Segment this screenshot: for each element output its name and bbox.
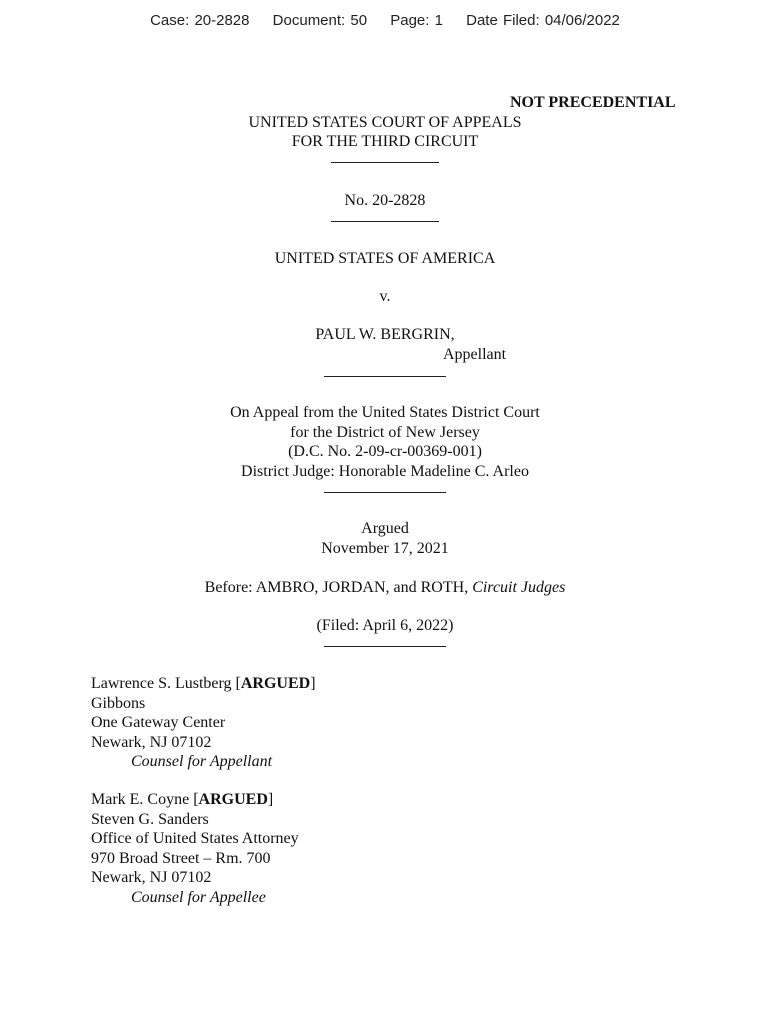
counsel-appellant-block: [91, 674, 316, 772]
appeal-line3: (D.C. No. 2-09-cr-00369-001): [288, 443, 482, 460]
counsel-line: Newark, NJ 07102: [91, 733, 212, 751]
not-precedential-label: NOT PRECEDENTIAL: [510, 94, 676, 111]
panel-line: [0, 578, 770, 598]
court-name-line1: UNITED STATES COURT OF APPEALS: [248, 114, 522, 131]
argued-marker: ARGUED: [240, 675, 311, 692]
header-date-filed: Date Filed: 04/06/2022: [466, 12, 620, 29]
counsel-line: One Gateway Center: [91, 714, 226, 731]
counsel-line: 970 Broad Street – Rm. 700: [91, 849, 271, 867]
argued-date: November 17, 2021: [321, 540, 449, 557]
caption-defendant-role: Appellant: [443, 346, 507, 363]
counsel-line: Gibbons: [91, 694, 146, 712]
counsel-name: Lawrence S. Lustberg [ARGUED]: [91, 675, 316, 692]
ecf-header: [0, 12, 770, 29]
counsel-line: Steven G. Sanders: [91, 810, 209, 828]
divider: [0, 152, 770, 166]
caption-defendant: PAUL W. BERGRIN,: [315, 326, 455, 343]
argued-marker: ARGUED: [198, 791, 268, 808]
court-name-line2: FOR THE THIRD CIRCUIT: [291, 133, 479, 150]
divider: [0, 636, 770, 650]
divider: [0, 482, 770, 496]
counsel-role: Counsel for Appellee: [131, 888, 266, 906]
argued-label: Argued: [361, 520, 409, 537]
counsel-line: Office of United States Attorney: [91, 830, 299, 847]
header-page: Page: 1: [390, 12, 443, 29]
appeal-line1: On Appeal from the United States District Court: [230, 404, 540, 421]
filed-date: (Filed: April 6, 2022): [316, 617, 454, 634]
panel-judges: Before: AMBRO, JORDAN, and ROTH,: [204, 579, 469, 596]
panel-title: Circuit Judges: [472, 579, 566, 596]
caption-plaintiff: UNITED STATES OF AMERICA: [274, 250, 496, 267]
counsel-role: Counsel for Appellant: [131, 753, 273, 770]
counsel-name: Mark E. Coyne [ARGUED]: [91, 791, 274, 808]
counsel-line: Newark, NJ 07102: [91, 869, 212, 886]
appeal-line4: District Judge: Honorable Madeline C. Arleo: [241, 463, 529, 480]
header-document: Document: 50: [272, 12, 368, 29]
caption-versus: v.: [379, 288, 391, 305]
counsel-appellee-block: [91, 790, 299, 907]
case-number: No. 20-2828: [344, 192, 426, 209]
divider: [0, 211, 770, 225]
appeal-line2: for the District of New Jersey: [290, 424, 480, 441]
divider: [0, 366, 770, 380]
header-case: Case: 20-2828: [150, 12, 250, 29]
